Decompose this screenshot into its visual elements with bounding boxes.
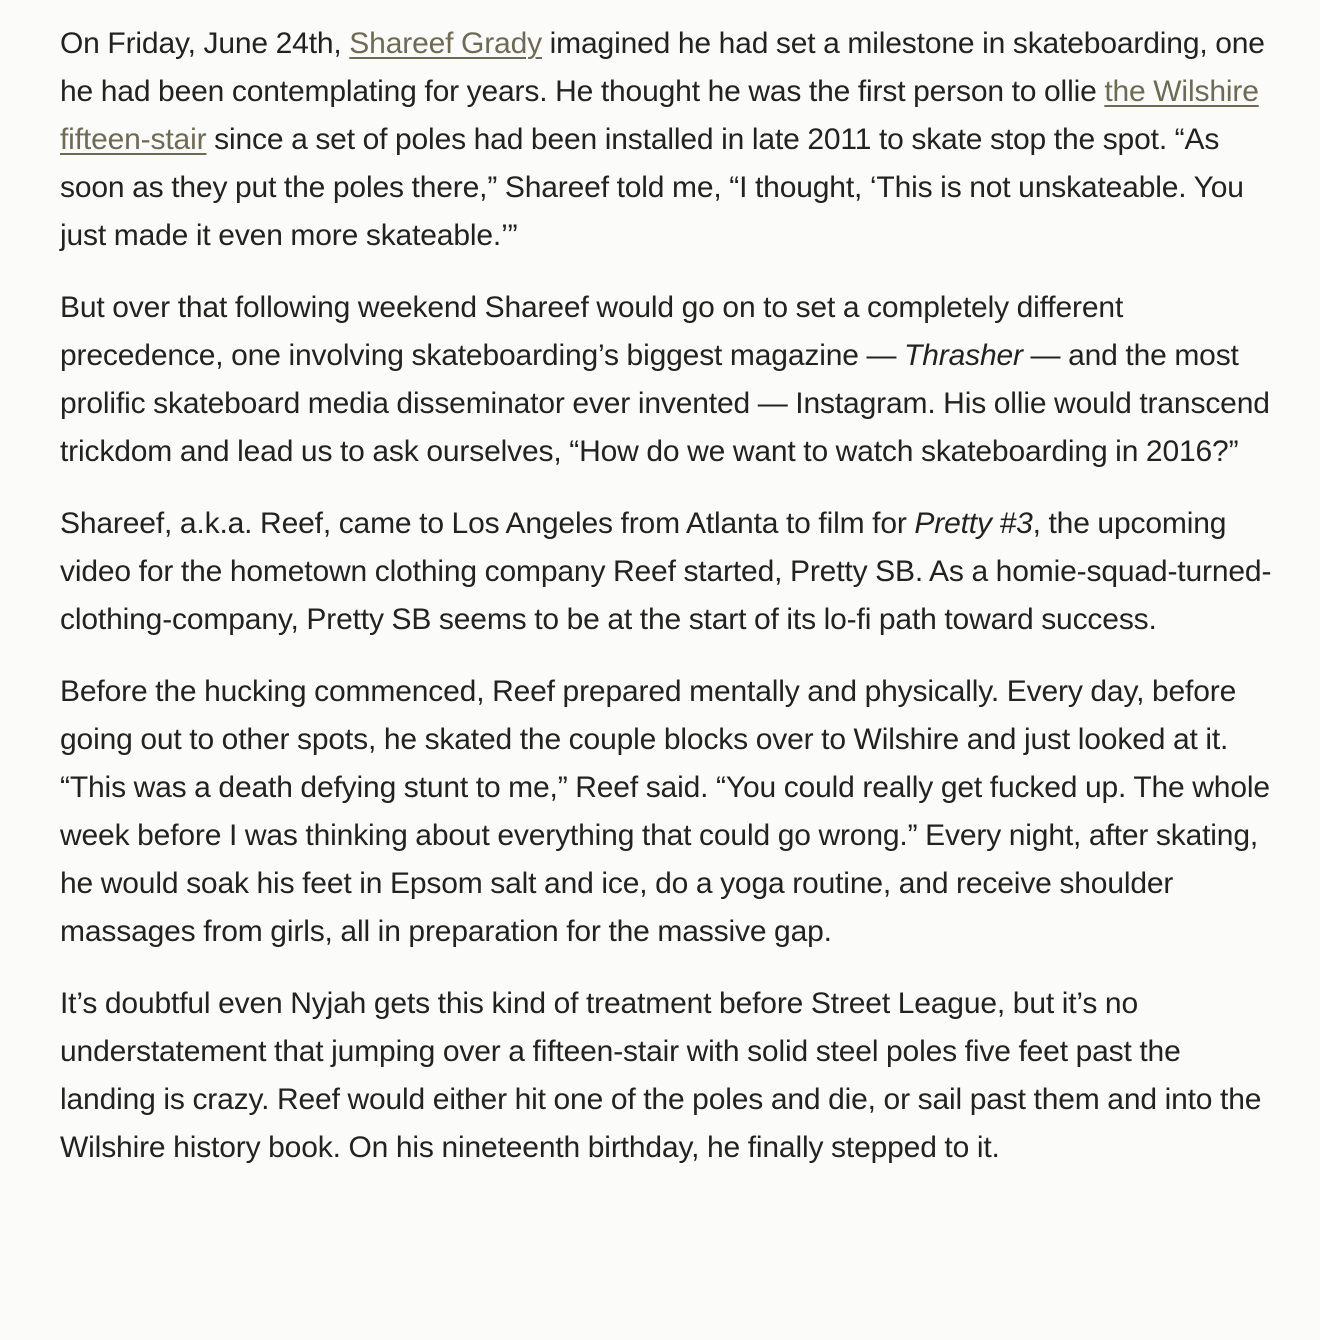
paragraph-text: since a set of poles had been installed in late 2011 to skate stop the spot. “As soon as they put the poles there,” Shareef told me, “I thought, ‘This is not unskateable. You just made it even more skateable.’” <box>60 123 1244 252</box>
paragraph-text: , the upcoming video for the hometown clothing company Reef started, Pretty SB. As a homie-squad-turned-clothing-company, Pretty SB seems to be at the start of its lo-fi path toward success. <box>60 507 1272 636</box>
paragraph-text: On Friday, June 24th, <box>60 27 350 60</box>
paragraph-text: It’s doubtful even Nyjah gets this kind of treatment before Street League, but it’s no understatement that jumping over a fifteen-stair with solid steel poles five feet past the landing is crazy. Reef would either hit one of the poles and die, or sail past them and into the Wilshire history book. On his nineteenth birthday, he finally stepped to it. <box>60 987 1262 1164</box>
emphasis-thrasher: Thrasher <box>904 339 1023 372</box>
paragraph-1 <box>60 20 1280 260</box>
paragraph-text: Before the hucking commenced, Reef prepared mentally and physically. Every day, before going out to other spots, he skated the couple blocks over to Wilshire and just looked at it. “This was a death defying stunt to me,” Reef said. “You could really get fucked up. The whole week before I was thinking about everything that could go wrong.” Every night, after skating, he would soak his feet in Epsom salt and ice, do a yoga routine, and receive shoulder massages from girls, all in preparation for the massive gap. <box>60 675 1270 948</box>
link-shareef-grady[interactable]: Shareef Grady <box>349 27 542 60</box>
article-body <box>60 20 1280 1196</box>
paragraph-text: — and the most prolific skateboard media disseminator ever invented — Instagram. His ollie would transcend trickdom and lead us to ask ourselves, “How do we want to watch skateboarding in 2016?” <box>60 339 1270 468</box>
paragraph-text: Shareef, a.k.a. Reef, came to Los Angeles from Atlanta to film for <box>60 507 915 540</box>
paragraph-text: But over that following weekend Shareef would go on to set a completely different precedence, one involving skateboarding’s biggest magazine — <box>60 291 1124 372</box>
paragraph-2 <box>60 284 1280 476</box>
paragraph-text: imagined he had set a milestone in skateboarding, one he had been contemplating for years. He thought he was the first person to ollie <box>60 27 1265 108</box>
paragraph-3 <box>60 500 1280 644</box>
paragraph-4 <box>60 668 1280 956</box>
emphasis-pretty-3: Pretty #3 <box>914 507 1033 540</box>
link-wilshire-fifteen-stair[interactable]: the Wilshire fifteen-stair <box>60 75 1259 156</box>
paragraph-5 <box>60 980 1280 1172</box>
